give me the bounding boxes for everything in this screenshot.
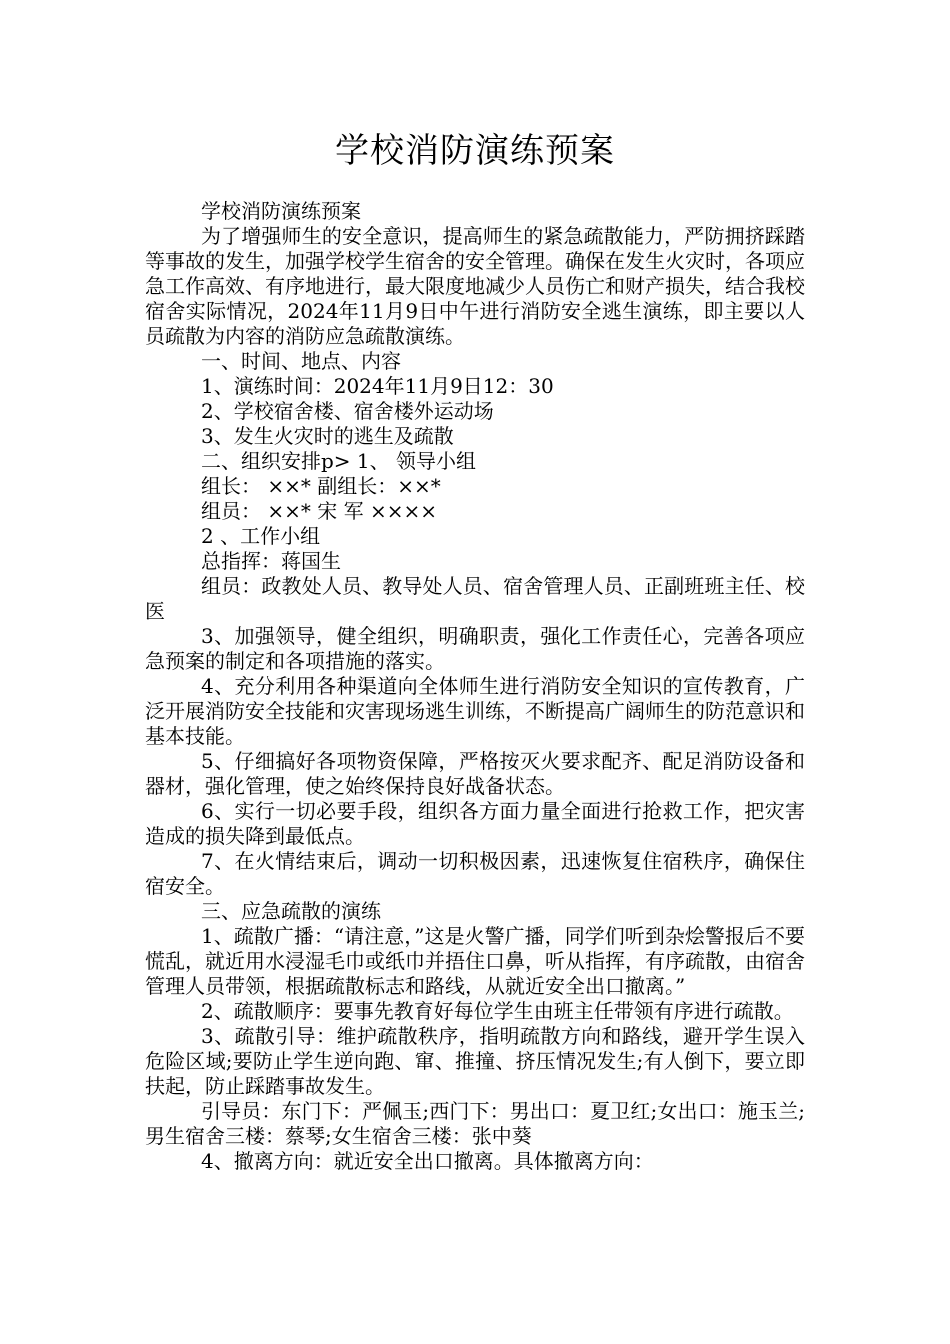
paragraph-item-3: 3、加强领导，健全组织，明确职责，强化工作责任心，完善各项应急预案的制定和各项措施的落实。 [145, 624, 805, 673]
paragraph-intro: 为了增强师生的安全意识，提高师生的紧急疏散能力，严防拥挤踩踏等事故的发生，加强学校学生宿舍的安全管理。确保在发生火灾时，各项应急工作高效、有序地进行，最大限度地减少人员伤亡和财产损失，结合我校宿舍实际情况，2024年11月9日中午进行消防安全逃生演练，即主要以人员疏散为内容的消防应急疏散演练。 [145, 224, 805, 348]
paragraph-broadcast: 1、疏散广播：“请注意，”这是火警广播，同学们听到杂烩警报后不要慌乱，就近用水浸湿毛巾或纸巾并捂住口鼻，听从指挥，有序疏散，由宿舍管理人员带领，根据疏散标志和路线，从就近安全出口撤离。” [145, 924, 805, 998]
section-heading-1: 一、时间、地点、内容 [201, 349, 401, 373]
paragraph-guides: 引导员：东门下：严佩玉;西门下：男出口：夏卫红;女出口：施玉兰;男生宿舍三楼：蔡琴;女生宿舍三楼：张中葵 [145, 1099, 805, 1148]
document-title: 学校消防演练预案 [335, 131, 615, 171]
paragraph-direction: 4、撤离方向：就近安全出口撤离。具体撤离方向： [201, 1149, 654, 1173]
paragraph-subtitle: 学校消防演练预案 [201, 199, 361, 223]
document-body [145, 199, 805, 1174]
paragraph-location: 2、学校宿舍楼、宿舍楼外运动场 [201, 399, 494, 423]
paragraph-item-6: 6、实行一切必要手段，组织各方面力量全面进行抢救工作，把灾害造成的损失降到最低点。 [145, 799, 805, 848]
section-heading-3: 三、应急疏散的演练 [201, 899, 381, 923]
paragraph-item-7: 7、在火情结束后，调动一切积极因素，迅速恢复住宿秩序，确保住宿安全。 [145, 849, 805, 898]
paragraph-content: 3、发生火灾时的逃生及疏散 [201, 424, 454, 448]
paragraph-commander: 总指挥：蒋国生 [201, 549, 341, 573]
paragraph-members: 组员： ××* 宋 军 ×××× [201, 499, 437, 523]
paragraph-guidance: 3、疏散引导：维护疏散秩序，指明疏散方向和路线，避开学生误入危险区域;要防止学生逆向跑、窜、推撞、挤压情况发生;有人倒下，要立即扶起，防止踩踏事故发生。 [145, 1024, 805, 1098]
paragraph-item-4: 4、充分利用各种渠道向全体师生进行消防安全知识的宣传教育，广泛开展消防安全技能和灾害现场逃生训练，不断提高广阔师生的防范意识和基本技能。 [145, 674, 805, 748]
paragraph-item-5: 5、仔细搞好各项物资保障，严格按灭火要求配齐、配足消防设备和器材，强化管理，使之始终保持良好战备状态。 [145, 749, 805, 798]
paragraph-work-group: 2 、工作小组 [201, 524, 321, 548]
paragraph-work-members: 组员：政教处人员、教导处人员、宿舍管理人员、正副班班主任、校医 [145, 574, 805, 623]
paragraph-time: 1、演练时间：2024年11月9日12：30 [201, 374, 554, 398]
paragraph-order: 2、疏散顺序：要事先教育好每位学生由班主任带领有序进行疏散。 [201, 999, 794, 1023]
section-heading-2: 二、组织安排p> 1、 领导小组 [201, 449, 476, 473]
paragraph-leaders: 组长： ××* 副组长：××* [201, 474, 441, 498]
